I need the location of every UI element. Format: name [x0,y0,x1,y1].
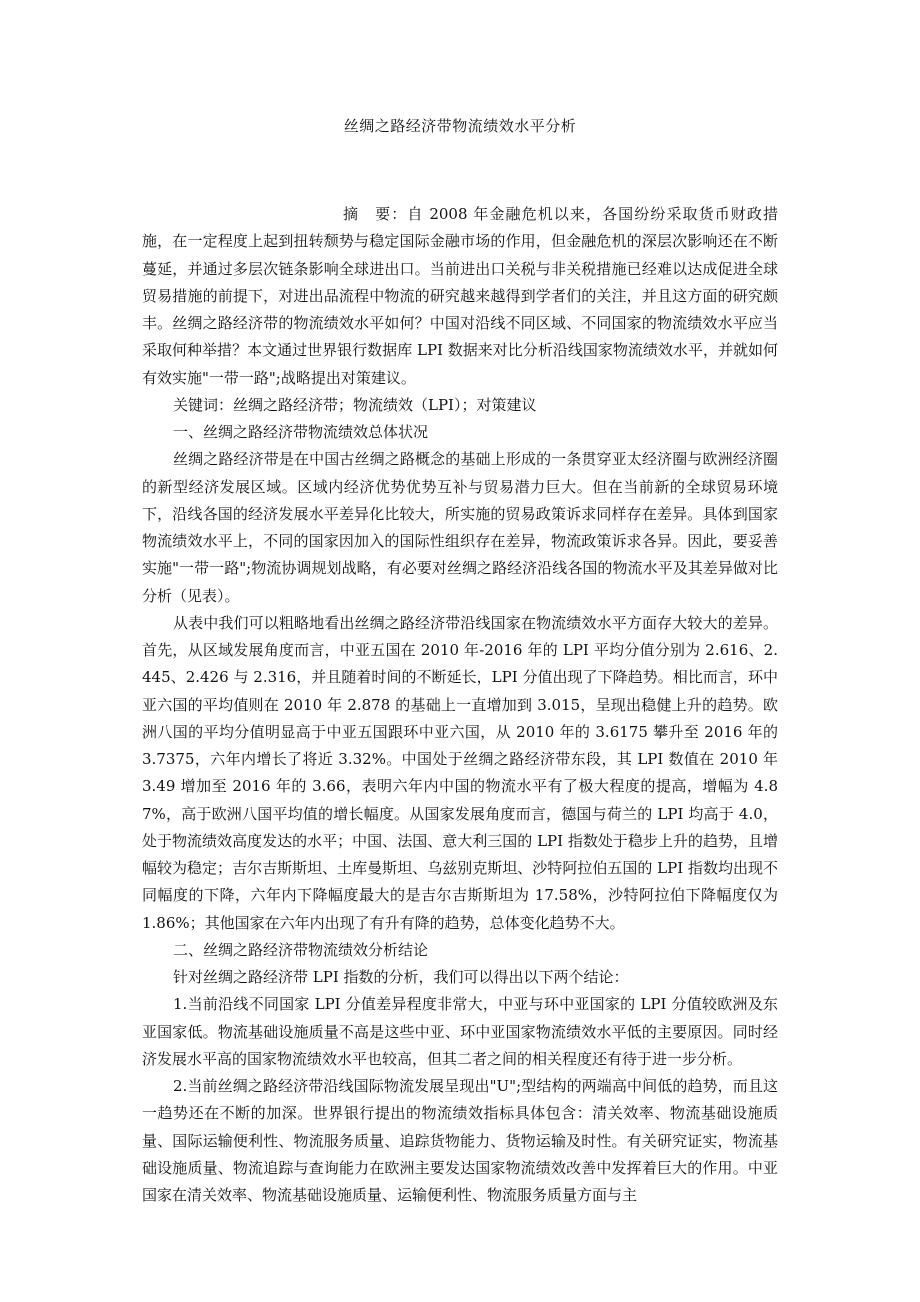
section1-paragraph-1: 丝绸之路经济带是在中国古丝绸之路概念的基础上形成的一条贯穿亚太经济圈与欧洲经济圈的新型经济发展区域。区域内经济优势优势互补与贸易潜力巨大。但在当前新的全球贸易环境下，沿线各国的经济发展水平差异化比较大，所实施的贸易政策诉求同样存在差异。具体到国家物流绩效水平上，不同的国家因加入的国际性组织存在差异，物流政策诉求各异。因此，要妥善实施"一带一路";物流协调规划战略，有必要对丝绸之路经济沿线各国的物流水平及其差异做对比分析（见表）。 [142,450,778,605]
conclusion-1: 1.当前沿线不同国家 LPI 分值差异程度非常大，中亚与环中亚国家的 LPI 分值较欧洲及东亚国家低。物流基础设施质量不高是这些中亚、环中亚国家物流绩效水平低的主要原因。同时经济发展水平高的国家物流绩效水平也较高，但其二者之间的相关程度还有待于进一步分析。 [142,995,778,1068]
conclusion-2: 2.当前丝绸之路经济带沿线国际物流发展呈现出"U";型结构的两端高中间低的趋势，而且这一趋势还在不断的加深。世界银行提出的物流绩效指标具体包含：清关效率、物流基础设施质量、国际运输便利性、物流服务质量、追踪货物能力、货物运输及时性。有关研究证实，物流基础设施质量、物流追踪与查询能力在欧洲主要发达国家物流绩效改善中发挥着巨大的作用。中亚国家在清关效率、物流基础设施质量、运输便利性、物流服务质量方面与主 [142,1077,778,1204]
section2-intro: 针对丝绸之路经济带 LPI 指数的分析，我们可以得出以下两个结论： [173,968,629,986]
section-heading-2: 二、丝绸之路经济带物流绩效分析结论 [173,940,429,959]
section-heading-1: 一、丝绸之路经济带物流绩效总体状况 [173,423,429,441]
abstract-paragraph: 摘 要：自 2008 年金融危机以来，各国纷纷采取货币财政措施，在一定程度上起到扭转颓势与稳定国际金融市场的作用，但金融危机的深层次影响还在不断蔓延，并通过多层次链条影响全球进出口。当前进出口关税与非关税措施已经难以达成促进全球贸易措施的前提下，对进出品流程中物流的研究越来越得到学者们的关注，并且这方面的研究颇丰。丝绸之路经济带的物流绩效水平如何？中国对沿线不同区域、不同国家的物流绩效水平应当采取何种举措？本文通过世界银行数据库 LPI 数据来对比分析沿线国家物流绩效水平，并就如何有效实施"一带一路";战略提出对策建议。 [142,205,778,387]
document-title: 丝绸之路经济带物流绩效水平分析 [343,117,577,135]
section1-paragraph-2: 从表中我们可以粗略地看出丝绸之路经济带沿线国家在物流绩效水平方面存大较大的差异。首先，从区域发展角度而言，中亚五国在 2010 年-2016 年的 LPI 平均分值分别为 2.616、2.445、2.426 与 2.316，并且随着时间的不断延长，LPI 分值出现了下降趋势。相比而言，环中亚六国的平均值则在 2010 年 2.878 的基础上一直增加到 3.015，呈现出稳健上升的趋势。欧洲八国的平均分值明显高于中亚五国跟环中亚六国，从 2010 年的 3.6175 攀升至 2016 年的 3.7375，六年内增长了将近 3.32%。中国处于丝绸之路经济带东段，其 LPI 数值在 2010 年 3.49 增加至 2016 年的 3.66，表明六年内中国的物流水平有了极大程度的提高，增幅为 4.87%，高于欧洲八国平均值的增长幅度。从国家发展角度而言，德国与荷兰的 LPI 均高于 4.0，处于物流绩效高度发达的水平；中国、法国、意大利三国的 LPI 指数处于稳步上升的趋势，且增幅较为稳定；吉尔吉斯斯坦、土库曼斯坦、乌兹别克斯坦、沙特阿拉伯五国的 LPI 指数均出现不同幅度的下降，六年内下降幅度最大的是吉尔吉斯斯坦为 17.58%，沙特阿拉伯下降幅度仅为 1.86%；其他国家在六年内出现了有升有降的趋势，总体变化趋势不大。 [142,613,778,932]
keywords-line: 关键词：丝绸之路经济带；物流绩效（LPI）；对策建议 [173,395,537,414]
document-body [142,201,778,1209]
